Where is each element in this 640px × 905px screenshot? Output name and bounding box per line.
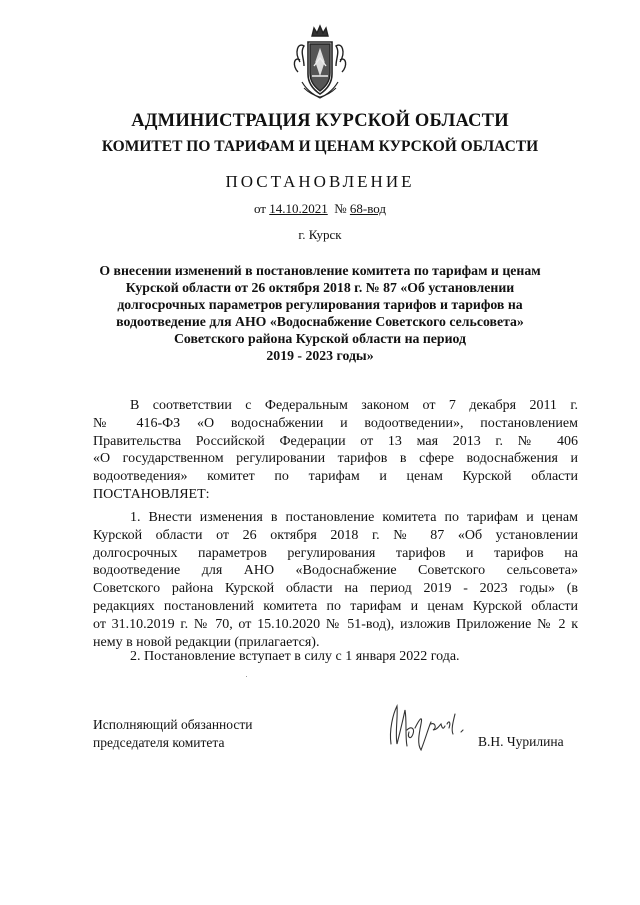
subject-title — [80, 262, 560, 364]
subject-line: долгосрочных параметров регулирования тарифов и тарифов на — [117, 297, 523, 312]
item1-line: нему в новой редакции (прилагается). — [93, 634, 320, 650]
scan-speck — [246, 676, 247, 677]
coat-of-arms-icon — [290, 22, 350, 100]
doc-number: 68-вод — [349, 201, 387, 216]
subject-line: водоотведение для АНО «Водоснабжение Советского сельсовета» — [116, 314, 524, 329]
doc-date: 14.10.2021 — [269, 201, 328, 216]
preamble-line: В соответствии с Федеральным законом от 7 декабря 2011 г. — [130, 398, 578, 413]
item1-line: 1. Внести изменения в постановление комитета по тарифам и ценам — [130, 510, 578, 525]
preamble-line: водоотведения» комитет по тарифам и ценам Курской области — [93, 469, 578, 485]
date-number-line — [0, 201, 640, 217]
subject-line: О внесении изменений в постановление комитета по тарифам и ценам — [99, 263, 541, 278]
item1-line: Курской области от 26 октября 2018 г. № 87 «Об установлении — [93, 527, 578, 543]
preamble-line: «О государственном регулировании тарифов в сфере водоснабжения и — [93, 451, 578, 467]
signatory-position — [93, 716, 252, 752]
item1-line: долгосрочных параметров регулирования тарифов и тарифов на — [93, 545, 578, 561]
item2-paragraph — [93, 648, 578, 666]
item1-line: редакциях постановлений комитета по тарифам и ценам Курской области — [93, 598, 578, 614]
item1-line: водоотведение для АНО «Водоснабжение Советского сельсовета» — [93, 563, 578, 579]
city: г. Курск — [298, 227, 342, 242]
subject-line: 2019 - 2023 годы» — [266, 348, 374, 363]
position-line: председателя комитета — [93, 735, 225, 750]
org-title: АДМИНИСТРАЦИЯ КУРСКОЙ ОБЛАСТИ — [131, 111, 509, 131]
subject-line: Советского района Курской области на период — [173, 331, 467, 346]
preamble-line: ПОСТАНОВЛЯЕТ: — [93, 486, 210, 502]
number-prefix: № — [334, 201, 347, 216]
subject-line: Курской области от 26 октября 2018 г. № 87 «Об установлении — [125, 280, 515, 295]
signatory-name: В.Н. Чурилина — [478, 734, 564, 749]
item1-line: от 31.10.2019 г. № 70, от 15.10.2020 № 51-вод), изложив Приложение № 2 к — [93, 616, 578, 632]
doc-type-title: ПОСТАНОВЛЕНИЕ — [225, 172, 415, 191]
preamble-line: № 416-ФЗ «О водоснабжении и водоотведении», постановлением — [93, 415, 578, 431]
date-prefix: от — [253, 201, 266, 216]
position-line: Исполняющий обязанности — [93, 717, 253, 732]
preamble-line: Правительства Российской Федерации от 13 мая 2013 г. № 406 — [93, 433, 578, 449]
item2-line: 2. Постановление вступает в силу с 1 января 2022 года. — [130, 649, 460, 664]
item1-line: Советского района Курской области на период 2019 - 2023 годы» (в — [93, 581, 578, 597]
preamble-paragraph — [93, 397, 578, 504]
committee-title: КОМИТЕТ ПО ТАРИФАМ И ЦЕНАМ КУРСКОЙ ОБЛАСТИ — [101, 138, 539, 155]
handwritten-signature-icon — [385, 700, 475, 755]
item1-paragraph — [93, 509, 578, 651]
